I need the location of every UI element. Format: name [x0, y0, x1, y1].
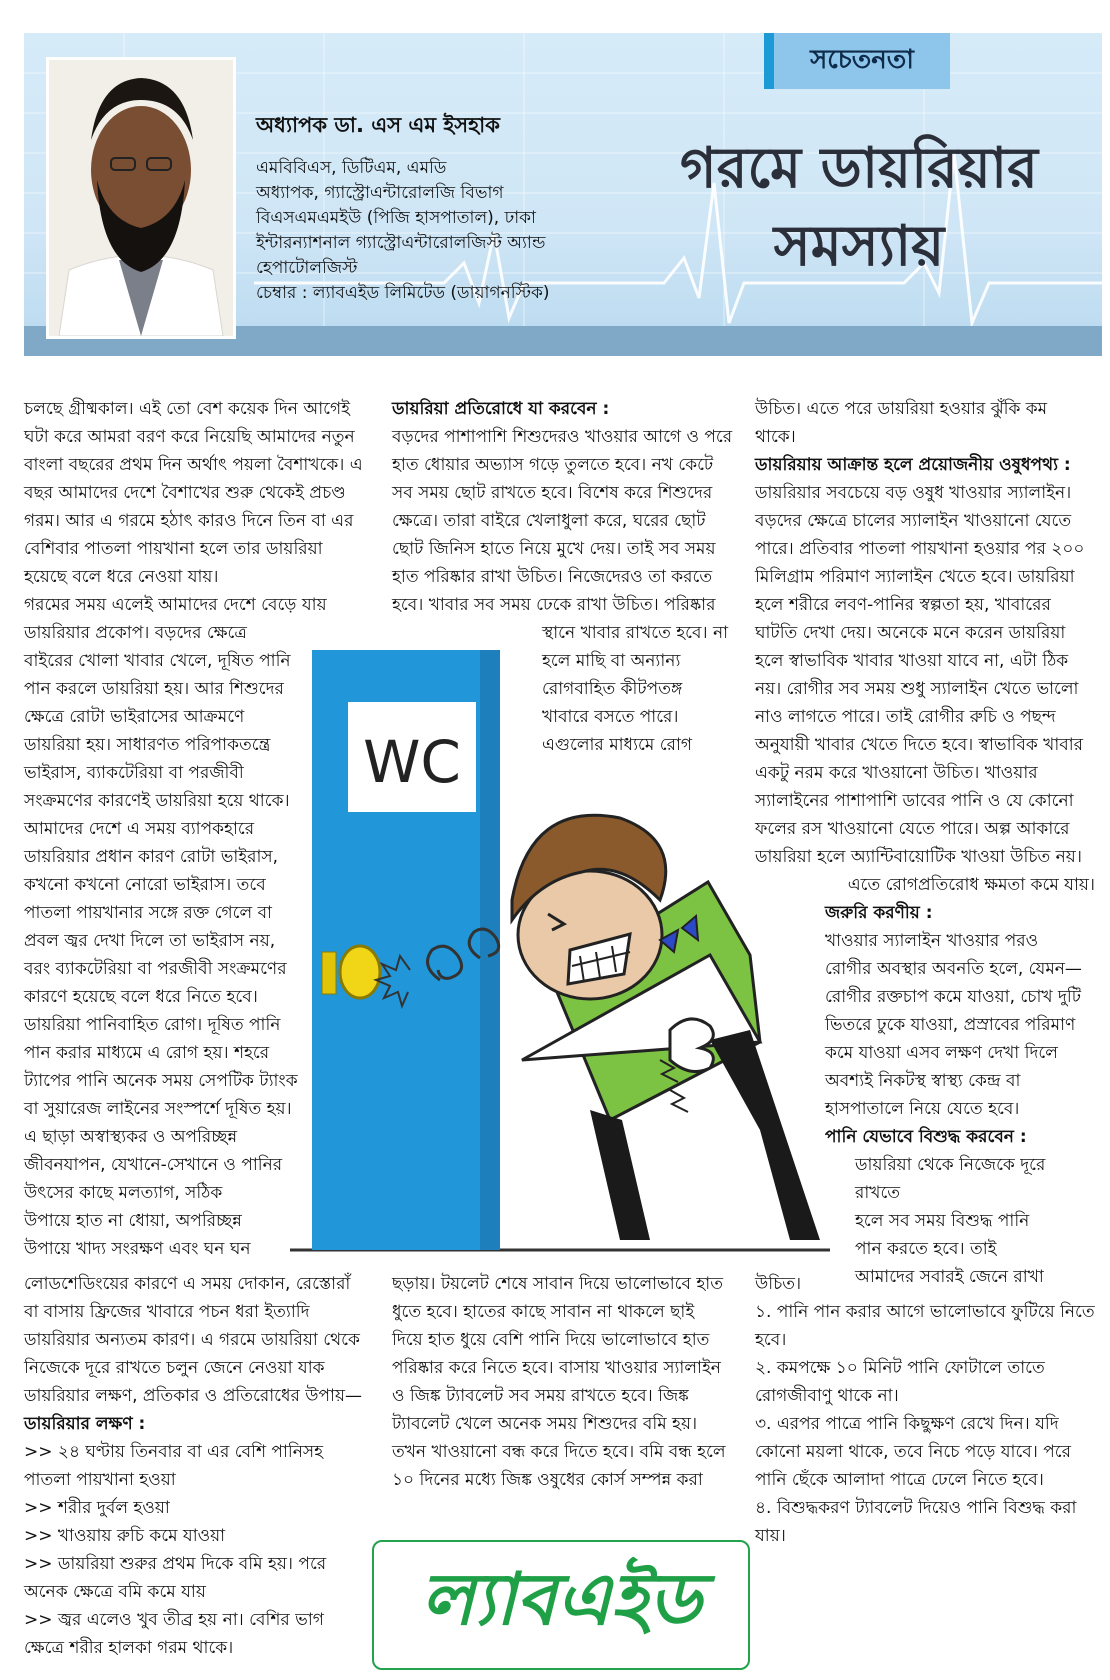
author-specialty: ইন্টারন্যাশনাল গ্যাস্ট্রোএন্টারোলজিস্ট অ্যান্ড: [256, 233, 546, 253]
body-line: বড়দের ক্ষেত্রে চালের স্যালাইন খাওয়ানো যেতে: [755, 511, 1072, 531]
body-line: ফলের রস খাওয়ানো যেতে পারে। অল্প আকারে: [755, 819, 1070, 839]
body-line: আমাদের সবারই জেনে রাখা: [855, 1267, 1044, 1287]
body-line: পান করলে ডায়রিয়া হয়। আর শিশুদের: [24, 679, 284, 699]
body-line: এতে রোগপ্রতিরোধ ক্ষমতা কমে যায়।: [847, 875, 1095, 895]
body-line: গরম। আর এ গরমে হঠাৎ কারও দিনে তিন বা এর: [24, 511, 354, 531]
wc-sign-text: WC: [363, 728, 461, 796]
body-line: ছোট জিনিস হাতে নিয়ে মুখে দেয়। তাই সব সময়: [392, 539, 716, 559]
symptom-item: >> ২৪ ঘণ্টায় তিনবার বা এর বেশি পানিসহ: [24, 1442, 324, 1462]
body-line: ধুতে হবে। হাতের কাছে সাবান না থাকলে ছাই: [392, 1302, 695, 1322]
column-2-bottom: [392, 1270, 737, 1494]
body-line: ট্যাবলেট খেলে অনেক সময় শিশুদের বমি হয়।: [392, 1414, 698, 1434]
body-line: ভাইরাস, ব্যাকটেরিয়া বা পরজীবী: [24, 763, 244, 783]
body-line: থাকে।: [755, 427, 796, 447]
body-line: ক্ষেত্রে রোটা ভাইরাসের আক্রমণে: [24, 707, 245, 727]
body-line: রোগজীবাণু থাকে না।: [755, 1386, 899, 1406]
body-line: ডায়রিয়ার প্রধান কারণ রোটা ভাইরাস,: [24, 847, 279, 867]
body-line: পানি ছেঁকে আলাদা পাত্রে ঢেলে নিতে হবে।: [755, 1470, 1044, 1490]
symptom-item: >> ডায়রিয়া শুরুর প্রথম দিকে বমি হয়। পরে: [24, 1554, 327, 1574]
body-line: উপায়ে হাত না ধোয়া, অপরিচ্ছন্ন: [24, 1211, 242, 1231]
body-line: গরমের সময় এলেই আমাদের দেশে বেড়ে যায়: [24, 595, 327, 615]
body-line: ও জিঙ্ক ট্যাবলেট সব সময় রাখতে হবে। জিঙ্ক: [392, 1386, 689, 1406]
author-info: [256, 109, 626, 306]
body-line: ছড়ায়। টয়লেট শেষে সাবান দিয়ে ভালোভাবে হাত: [392, 1274, 723, 1294]
body-line: ক্ষেত্রে। তারা বাইরে খেলাধুলা করে, ঘরের ছোট: [392, 511, 706, 531]
body-line: হয়েছে বলে ধরে নেওয়া যায়।: [24, 567, 219, 587]
body-line: বেশিবার পাতলা পায়খানা হলে তার ডায়রিয়া: [24, 539, 323, 559]
column-1-bottom: [24, 1270, 369, 1662]
body-line: বছর আমাদের দেশে বৈশাখের শুরু থেকেই প্রচণ্ড: [24, 483, 346, 503]
symptom-item: অনেক ক্ষেত্রে বমি কমে যায়: [24, 1582, 206, 1602]
body-line: প্রবল জ্বর দেখা দিলে তা ভাইরাস নয়,: [24, 931, 276, 951]
body-line: উৎসের কাছে মলত্যাগ, সঠিক: [24, 1183, 223, 1203]
body-line: হলে সব সময় বিশুদ্ধ পানি: [855, 1211, 1030, 1231]
body-line: দিয়ে হাত ধুয়ে বেশি পানি দিয়ে ভালোভাবে হাত: [392, 1330, 710, 1350]
treatment-heading: ডায়রিয়ায় আক্রান্ত হলে প্রয়োজনীয় ওষুধপথ্য :: [755, 455, 1071, 475]
author-photo: [46, 57, 236, 339]
body-line: চলছে গ্রীষ্মকাল। এই তো বেশ কয়েক দিন আগেই: [24, 399, 350, 419]
door-handle-knob: [340, 946, 380, 998]
body-line: রোগীর অবস্থার অবনতি হলে, যেমন—: [825, 959, 1082, 979]
body-line: লোডশেডিংয়ের কারণে এ সময় দোকান, রেস্তোরাঁ: [24, 1274, 351, 1294]
cramp-mark: [670, 1090, 688, 1112]
body-line: হাত পরিষ্কার রাখা উচিত। নিজেদেরও তা করতে: [392, 567, 713, 587]
door-handle-base: [322, 952, 336, 994]
body-line: আমাদের দেশে এ সময় ব্যাপকহারে: [24, 819, 255, 839]
column-3-bottom: [755, 1270, 1100, 1550]
body-line: স্যালাইনের পাশাপাশি ডাবের পানি ও যে কোনো: [755, 791, 1074, 811]
author-specialty-cont: হেপাটোলজিস্ট: [256, 258, 358, 278]
author-position: অধ্যাপক, গ্যাস্ট্রোএন্টারোলজি বিভাগ: [256, 183, 504, 203]
body-line: খাওয়ার স্যালাইন খাওয়ার পরও: [825, 931, 1039, 951]
body-line: ট্যাপের পানি অনেক সময় সেপটিক ট্যাংক: [24, 1071, 298, 1091]
body-line: একটু নরম করে খাওয়ানো উচিত। খাওয়ার: [755, 763, 1038, 783]
body-line: পাতলা পায়খানার সঙ্গে রক্ত গেলে বা: [24, 903, 272, 923]
body-line: ডায়রিয়ার সবচেয়ে বড় ওষুধ খাওয়ার স্যালাইন।: [755, 483, 1072, 503]
man-hand: [670, 1019, 713, 1072]
body-line: এগুলোর মাধ্যমে রোগ: [542, 735, 693, 755]
body-line: ডায়রিয়া হয়। সাধারণত পরিপাকতন্ত্রে: [24, 735, 271, 755]
body-line: রোগবাহিত কীটপতঙ্গ: [542, 679, 683, 699]
body-line: কখনো কখনো নোরো ভাইরাস। তবে: [24, 875, 266, 895]
body-line: স্থানে খাবার রাখতে হবে। না: [542, 623, 729, 643]
body-line: হবে।: [755, 1330, 787, 1350]
body-line: উপায়ে খাদ্য সংরক্ষণ এবং ঘন ঘন: [24, 1239, 251, 1259]
body-line: ২. কমপক্ষে ১০ মিনিট পানি ফোটালে তাতে: [755, 1358, 1045, 1378]
body-line: মিলিগ্রাম পরিমাণ স্যালাইন খেতে হবে। ডায়রিয়া: [755, 567, 1075, 587]
body-line: ভিতরে ঢুকে যাওয়া, প্রস্রাবের পরিমাণ: [825, 1015, 1076, 1035]
body-line: ডায়রিয়ার প্রকোপ। বড়দের ক্ষেত্রে: [24, 623, 247, 643]
symptom-item: ক্ষেত্রে শরীর হালকা গরম থাকে।: [24, 1638, 234, 1658]
body-line: হলে মাছি বা অন্যান্য: [542, 651, 681, 671]
author-name: অধ্যাপক ডা. এস এম ইসহাক: [256, 113, 500, 137]
title-line-2: সমস্যায়: [773, 213, 945, 279]
body-line: উচিত। এতে পরে ডায়রিয়া হওয়ার ঝুঁকি কম: [755, 399, 1048, 419]
body-line: ডায়রিয়া থেকে নিজেকে দূরে রাখতে: [855, 1155, 1046, 1203]
article-title: [629, 129, 1089, 285]
symptom-item: পাতলা পায়খানা হওয়া: [24, 1470, 176, 1490]
symptom-item: >> জ্বর এলেও খুব তীব্র হয় না। বেশির ভাগ: [24, 1610, 324, 1630]
author-chamber: চেম্বার : ল্যাবএইড লিমিটেড (ডায়াগনস্টিক): [256, 283, 550, 303]
body-line: ডায়রিয়ার অন্যতম কারণ। এ গরমে ডায়রিয়া থেকে: [24, 1330, 360, 1350]
title-line-1: গরমে ডায়রিয়ার: [680, 135, 1038, 201]
symptom-item: >> খাওয়ায় রুচি কমে যাওয়া: [24, 1526, 226, 1546]
body-line: ১. পানি পান করার আগে ভালোভাবে ফুটিয়ে নিতে: [755, 1302, 1095, 1322]
wc-cartoon-illustration: [290, 650, 830, 1255]
body-line: বা সুয়ারেজ লাইনের সংস্পর্শে দূষিত হয়।: [24, 1099, 292, 1119]
author-degree: এমবিবিএস, ডিটিএম, এমডি: [256, 158, 447, 178]
body-line: সংক্রমণের কারণেই ডায়রিয়া হয়ে থাকে।: [24, 791, 290, 811]
water-heading: পানি যেভাবে বিশুদ্ধ করবেন :: [825, 1127, 1027, 1147]
body-line: নয়। রোগীর সব সময় শুধু স্যালাইন খেতে ভালো: [755, 679, 1079, 699]
body-line: ঘটা করে আমরা বরণ করে নিয়েছি আমাদের নতুন: [24, 427, 355, 447]
body-line: ৪. বিশুদ্ধকরণ ট্যাবলেট দিয়েও পানি বিশুদ্ধ করা: [755, 1498, 1077, 1518]
body-line: কোনো ময়লা থাকে, তবে নিচে পড়ে যাবে। পরে: [755, 1442, 1071, 1462]
body-line: হলে স্বাভাবিক খাবার খাওয়া যাবে না, এটা ঠিক: [755, 651, 1069, 671]
body-line: খাবারে বসতে পারে।: [542, 707, 679, 727]
body-line: ডায়রিয়ার লক্ষণ, প্রতিকার ও প্রতিরোধের উপায়—: [24, 1386, 362, 1406]
body-line: সব সময় ছোট রাখতে হবে। বিশেষ করে শিশুদের: [392, 483, 713, 503]
body-line: অনুযায়ী খাবার খেতে দিতে হবে। স্বাভাবিক খাবার: [755, 735, 1083, 755]
body-line: কমে যাওয়া এসব লক্ষণ দেখা দিলে: [825, 1043, 1058, 1063]
urgent-heading: জরুরি করণীয় :: [825, 903, 933, 923]
body-line: পান করার মাধ্যমে এ রোগ হয়। শহরে: [24, 1043, 270, 1063]
man-leg: [710, 1030, 820, 1240]
author-institution: বিএসএমএমইউ (পিজি হাসপাতাল), ঢাকা: [256, 208, 536, 228]
body-line: হলে শরীরে লবণ-পানির স্বল্পতা হয়, খাবারের: [755, 595, 1051, 615]
body-line: যায়।: [755, 1526, 786, 1546]
body-line: এ ছাড়া অস্বাস্থ্যকর ও অপরিচ্ছন্ন: [24, 1127, 238, 1147]
body-line: নিজেকে দূরে রাখতে চলুন জেনে নেওয়া যাক: [24, 1358, 325, 1378]
body-line: পরিষ্কার করে নিতে হবে। বাসায় খাওয়ার স্যালাইন: [392, 1358, 721, 1378]
body-line: অবশ্যই নিকটস্থ স্বাস্থ্য কেন্দ্র বা: [825, 1071, 1021, 1091]
body-line: পারে। প্রতিবার পাতলা পায়খানা হওয়ার পর ২০০: [755, 539, 1085, 559]
body-line: জীবনযাপন, যেখানে-সেখানে ও পানির: [24, 1155, 283, 1175]
body-line: হাত ধোয়ার অভ্যাস গড়ে তুলতে হবে। নখ কেটে: [392, 455, 714, 475]
labaid-logo: ল্যাবএইড: [372, 1540, 750, 1670]
symptom-item: >> শরীর দুর্বল হওয়া: [24, 1498, 170, 1518]
section-tag: সচেতনতা: [764, 33, 950, 89]
body-line: রোগীর রক্তচাপ কমে যাওয়া, চোখ দুটি: [825, 987, 1082, 1007]
body-line: ডায়রিয়া হলে অ্যান্টিবায়োটিক খাওয়া উচিত নয়।: [755, 847, 1082, 867]
prevention-heading: ডায়রিয়া প্রতিরোধে যা করবেন :: [392, 399, 610, 419]
man-leg: [590, 1110, 650, 1240]
body-line: বাইরের খোলা খাবার খেলে, দূষিত পানি: [24, 651, 291, 671]
body-line: বরং ব্যাকটেরিয়া বা পরজীবী সংক্রমণের: [24, 959, 287, 979]
body-line: ১০ দিনের মধ্যে জিঙ্ক ওষুধের কোর্স সম্পন্ন করা: [392, 1470, 703, 1490]
symptoms-heading: ডায়রিয়ার লক্ষণ :: [24, 1414, 146, 1434]
body-line: ৩. এরপর পাত্রে পানি কিছুক্ষণ রেখে দিন। যদি: [755, 1414, 1059, 1434]
article-header: [24, 33, 1102, 356]
body-line: ঘাটতি দেখা দেয়। অনেকে মনে করেন ডায়রিয়া: [755, 623, 1066, 643]
body-line: বড়দের পাশাপাশি শিশুদেরও খাওয়ার আগে ও পরে: [392, 427, 733, 447]
body-line: বাংলা বছরের প্রথম দিন অর্থাৎ পয়লা বৈশাখকে। এ: [24, 455, 363, 475]
body-line: কারণে হয়েছে বলে ধরে নিতে হবে।: [24, 987, 258, 1007]
body-line: নাও লাগতে পারে। তাই রোগীর রুচি ও পছন্দ: [755, 707, 1056, 727]
body-line: তখন খাওয়ানো বন্ধ করে দিতে হবে। বমি বন্ধ হলে: [392, 1442, 726, 1462]
body-line: ডায়রিয়া পানিবাহিত রোগ। দূষিত পানি: [24, 1015, 281, 1035]
body-line: বা বাসায় ফ্রিজের খাবারে পচন ধরা ইত্যাদি: [24, 1302, 310, 1322]
body-line: পান করতে হবে। তাই: [855, 1239, 997, 1259]
body-line: উচিত।: [755, 1274, 802, 1294]
body-line: হবে। খাবার সব সময় ঢেকে রাখা উচিত। পরিষ্কার: [392, 595, 716, 615]
body-line: হাসপাতালে নিয়ে যেতে হবে।: [825, 1099, 1020, 1119]
